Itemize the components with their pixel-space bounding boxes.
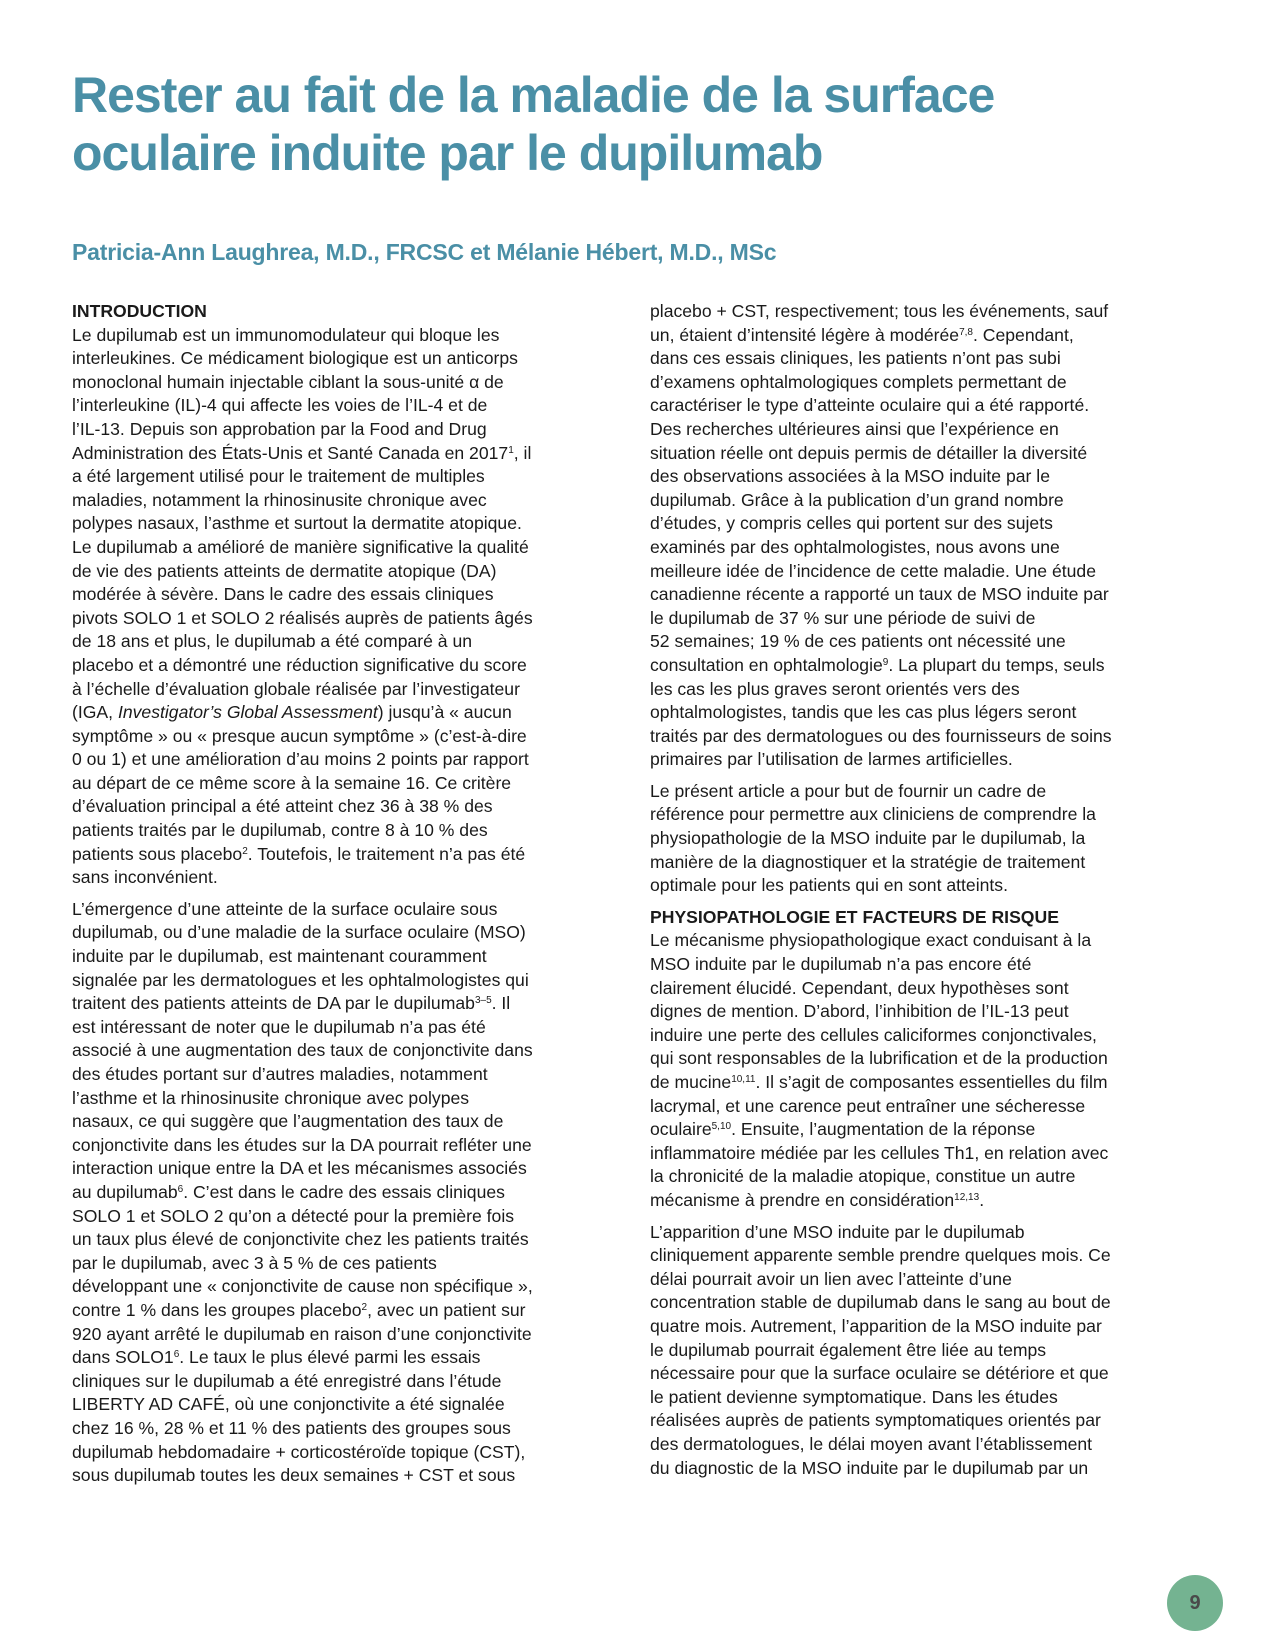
text-line [650, 1095, 1190, 1119]
text-line [72, 1417, 612, 1441]
text-line [72, 512, 612, 536]
text-line [650, 560, 1190, 584]
text-run: d’évaluation principal a été atteint chez 36 à 38 % des [72, 796, 493, 817]
text-run: SOLO 1 et SOLO 2 qu’on a détecté pour la première fois [72, 1205, 515, 1226]
text-run: ) jusqu’à « aucun [377, 702, 512, 723]
text-line [650, 1244, 1190, 1268]
text-line [72, 583, 612, 607]
text-line [650, 654, 1190, 678]
text-line [72, 1205, 612, 1229]
text-line [72, 1134, 612, 1158]
text-line [72, 1039, 612, 1063]
text-line [72, 1393, 612, 1417]
text-line [72, 1464, 612, 1488]
text-run: cliniquement apparente semble prendre quelques mois. Ce [650, 1245, 1111, 1266]
section-heading [650, 906, 1190, 930]
text-run: d’examens ophtalmologiques complets permettant de [650, 371, 1067, 392]
italic-run: Investigator’s Global Assessment [117, 702, 378, 723]
text-run: caractériser le type d’atteinte oculaire qui a été rapporté. [650, 395, 1090, 416]
text-run: traités par des dermatologues ou des fournisseurs de soins [650, 725, 1112, 746]
text-line [72, 1087, 612, 1111]
text-line [72, 1110, 612, 1134]
text-run: sous dupilumab toutes les deux semaines + CST et sous [72, 1465, 516, 1486]
text-run: primaires par l’utilisation de larmes artificielles. [650, 749, 1013, 770]
text-run: à l’échelle d’évaluation globale réalisée par l’investigateur [72, 678, 520, 699]
text-line [650, 465, 1190, 489]
text-line [650, 536, 1190, 560]
text-line [72, 324, 612, 348]
page-number: 9 [1189, 1591, 1201, 1614]
text-run: interaction unique entre la DA et les mécanismes associés [72, 1158, 527, 1179]
text-run: l’asthme et la rhinosinusite chronique avec polypes [72, 1087, 470, 1108]
text-line [72, 489, 612, 513]
reference-superscript: 3–5 [474, 995, 492, 1007]
reference-superscript: 12,13 [954, 1191, 980, 1203]
text-run: L’émergence d’une atteinte de la surface oculaire sous [72, 898, 498, 919]
text-run: qui sont responsables de la lubrification et de la production [650, 1048, 1108, 1069]
text-run: un taux plus élevé de conjonctivite chez les patients traités [72, 1229, 529, 1250]
text-run: contre 1 % dans les groupes placebo [72, 1299, 362, 1320]
text-line [72, 1275, 612, 1299]
text-run: délai pourrait avoir un lien avec l’atteinte d’une [650, 1268, 1012, 1289]
text-run: induire une perte des cellules caliciformes conjonctivales, [650, 1024, 1097, 1045]
text-run: cliniques sur le dupilumab a été enregistré dans l’étude [72, 1370, 502, 1391]
text-run: dans ces essais cliniques, les patients n’ont pas subi [650, 348, 1061, 369]
text-run: MSO induite par le dupilumab n’a pas encore été [650, 954, 1032, 975]
text-run: dupilumab hebdomadaire + corticostéroïde topique (CST), [72, 1441, 526, 1462]
text-run: l’interleukine (IL)-4 qui affecte les voies de l’IL-4 et de [72, 395, 488, 416]
text-run: . La plupart du temps, seuls [888, 654, 1105, 675]
text-line [650, 977, 1190, 1001]
text-line [72, 394, 612, 418]
text-line [72, 678, 612, 702]
text-run: conjonctivite dans les études sur la DA pourrait refléter une [72, 1134, 532, 1155]
text-run: chez 16 %, 28 % et 11 % des patients des groupes sous [72, 1417, 511, 1438]
text-run: référence pour permettre aux cliniciens de comprendre la [650, 804, 1096, 825]
reference-superscript: 2 [242, 845, 248, 857]
text-line [72, 1346, 612, 1370]
text-line [650, 1268, 1190, 1292]
paragraph-gap [650, 898, 1190, 906]
text-run: sans inconvénient. [72, 867, 218, 888]
text-line [72, 371, 612, 395]
text-run: Le mécanisme physiopathologique exact conduisant à la [650, 930, 1092, 951]
text-run: le dupilumab de 37 % sur une période de suivi de [650, 607, 1036, 628]
text-line [650, 324, 1190, 348]
text-run: au départ de ce même score à la semaine 16. Ce critère [72, 772, 512, 793]
reference-superscript: 9 [882, 656, 889, 668]
text-run: Le présent article a pour but de fournir un cadre de [650, 780, 1047, 801]
right-column [650, 300, 1190, 1480]
text-run: développant une « conjonctivite de cause non spécifique », [72, 1276, 533, 1297]
text-line [72, 1157, 612, 1181]
text-run: du diagnostic de la MSO induite par le dupilumab par un [650, 1457, 1089, 1478]
text-run: de 18 ans et plus, le dupilumab a été comparé à un [72, 631, 473, 652]
text-run: nécessaire pour que la surface oculaire se détériore et que [650, 1363, 1109, 1384]
text-line [650, 1291, 1190, 1315]
text-run: des études portant sur d’autres maladies, notamment [72, 1064, 488, 1084]
text-run: mécanisme à prendre en considération [650, 1189, 955, 1210]
text-line [650, 1386, 1190, 1410]
text-run: des observations associées à la MSO induite par le [650, 466, 1050, 487]
reference-superscript: 6 [177, 1183, 184, 1195]
text-line [650, 607, 1190, 631]
text-run: de mucine [650, 1072, 732, 1092]
article-authors: Patricia-Ann Laughrea, M.D., FRCSC et Mélanie Hébert, M.D., MSc [72, 239, 777, 265]
text-run: symptôme » ou « presque aucun symptôme » (c’est-à-dire [72, 725, 527, 746]
text-run: lacrymal, et une carence peut entraîner une sécheresse [650, 1095, 1086, 1116]
text-run: PHYSIOPATHOLOGIE ET FACTEURS DE RISQUE [650, 906, 1059, 927]
text-run: réalisées auprès de patients symptomatiques orientés par [650, 1410, 1101, 1431]
text-run: maladies, notamment la rhinosinusite chronique avec [72, 489, 487, 510]
text-run: des dermatologues, le délai moyen avant l’établissement [650, 1433, 1093, 1454]
text-run: dupilumab, ou d’une maladie de la surface oculaire (MSO) [72, 922, 526, 943]
text-line [72, 843, 612, 867]
reference-superscript: 1 [508, 444, 514, 456]
text-run: placebo et a démontré une réduction significative du score [72, 654, 527, 675]
text-line [650, 1221, 1190, 1245]
text-run: 0 ou 1) et une amélioration d’au moins 2 points par rapport [72, 749, 529, 770]
text-line [72, 607, 612, 631]
text-line [650, 1142, 1190, 1166]
text-line [650, 1362, 1190, 1386]
text-run: . [979, 1189, 985, 1210]
text-line [72, 536, 612, 560]
text-run: Le dupilumab a amélioré de manière significative la qualité [72, 536, 529, 557]
text-line [650, 394, 1190, 418]
text-run: les cas les plus graves seront orientés vers des [650, 678, 1020, 699]
text-line [72, 795, 612, 819]
text-run: le patient devienne symptomatique. Dans les études [650, 1386, 1058, 1407]
text-line [72, 1016, 612, 1040]
text-line [650, 929, 1190, 953]
text-run: modérée à sévère. Dans le cadre des essais cliniques [72, 584, 494, 605]
text-line [72, 819, 612, 843]
text-line [72, 898, 612, 922]
text-line [650, 300, 1190, 324]
text-run: . C’est dans le cadre des essais cliniques [183, 1181, 505, 1202]
reference-superscript: 2 [361, 1301, 368, 1313]
text-line [72, 1299, 612, 1323]
text-line [72, 1441, 612, 1465]
text-line [72, 442, 612, 466]
text-run: Le dupilumab est un immunomodulateur qui bloque les [72, 324, 500, 345]
text-run: ophtalmologistes, tandis que les cas plus légers seront [650, 702, 1077, 723]
text-line [650, 347, 1190, 371]
text-run: . Il [491, 993, 511, 1014]
text-run: oculaire [650, 1119, 712, 1140]
text-line [650, 725, 1190, 749]
text-run: Administration des États-Unis et Santé Canada en 2017 [72, 442, 509, 463]
text-line [650, 1165, 1190, 1189]
text-run: d’études, y compris celles qui portent sur des sujets [650, 513, 1053, 534]
text-line [72, 1370, 612, 1394]
text-line [72, 1323, 612, 1347]
reference-superscript: 7,8 [959, 326, 973, 338]
text-line [72, 418, 612, 442]
text-run: dignes de mention. D’abord, l’inhibition de l’IL-13 peut [650, 1001, 1069, 1022]
text-run: signalée par les dermatologues et les ophtalmologistes qui [72, 969, 529, 990]
text-line [650, 678, 1190, 702]
text-run: un, étaient d’intensité légère à modérée [650, 324, 960, 345]
text-line [72, 701, 612, 725]
text-run: situation réelle ont depuis permis de détailler la diversité [650, 442, 1088, 463]
text-run: est intéressant de noter que le dupilumab n’a pas été [72, 1016, 486, 1037]
text-line [650, 851, 1190, 875]
text-run: 52 semaines; 19 % de ces patients ont nécessité une [650, 631, 1066, 652]
text-run: de vie des patients atteints de dermatite atopique (DA) [72, 560, 497, 581]
text-run: physiopathologie de la MSO induite par le dupilumab, la [650, 828, 1086, 849]
text-line [650, 1409, 1190, 1433]
section-heading [72, 300, 612, 324]
text-line [650, 1047, 1190, 1071]
text-run: la chronicité de la maladie atopique, constitue un autre [650, 1166, 1076, 1187]
text-line [650, 953, 1190, 977]
text-line [650, 780, 1190, 804]
text-run: INTRODUCTION [72, 301, 207, 321]
text-run: , il [513, 442, 532, 463]
text-run: placebo + CST, respectivement; tous les événements, sauf [650, 301, 1109, 321]
reference-superscript: 5,10 [711, 1121, 732, 1133]
left-column [72, 300, 612, 1488]
text-line [650, 630, 1190, 654]
text-run: examinés par des ophtalmologistes, nous avons une [650, 536, 1060, 557]
text-run: l’IL-13. Depuis son approbation par la Food and Drug [72, 418, 487, 439]
text-run: . Toutefois, le traitement n’a pas été [247, 843, 526, 864]
text-run: patients traités par le dupilumab, contre 8 à 10 % des [72, 820, 488, 841]
text-line [72, 654, 612, 678]
text-line [650, 1000, 1190, 1024]
text-line [72, 1228, 612, 1252]
paragraph-gap [72, 890, 612, 898]
text-run: interleukines. Ce médicament biologique est un anticorps [72, 348, 518, 369]
text-line [72, 992, 612, 1016]
text-run: associé à une augmentation des taux de conjonctivite dans [72, 1040, 533, 1061]
text-line [72, 347, 612, 371]
text-line [72, 725, 612, 749]
text-run: canadienne récente a rapporté un taux de MSO induite par [650, 584, 1109, 605]
text-line [650, 418, 1190, 442]
text-line [650, 1189, 1190, 1213]
text-line [650, 827, 1190, 851]
text-line [650, 1457, 1190, 1481]
article-title-line-2: oculaire induite par le dupilumab [72, 125, 823, 181]
reference-superscript: 10,11 [731, 1074, 756, 1085]
text-run: dans SOLO1 [72, 1347, 174, 1368]
text-run: inflammatoire médiée par les cellules Th1, en relation avec [650, 1142, 1109, 1163]
page-number-badge [1167, 1575, 1223, 1631]
text-line [72, 1252, 612, 1276]
text-run: induite par le dupilumab, est maintenant couramment [72, 946, 487, 967]
text-run: meilleure idée de l’incidence de cette maladie. Une étude [650, 560, 1096, 581]
text-line [72, 1181, 612, 1205]
text-line [650, 1315, 1190, 1339]
text-run: manière de la diagnostiquer et la stratégie de traitement [650, 851, 1086, 872]
text-line [650, 1071, 1190, 1095]
text-run: par le dupilumab, avec 3 à 5 % de ces patients [72, 1252, 437, 1273]
text-line [650, 489, 1190, 513]
article-title [72, 66, 1212, 182]
text-line [650, 1118, 1190, 1142]
text-run: patients sous placebo [72, 843, 243, 864]
text-run: polypes nasaux, l’asthme et surtout la dermatite atopique. [72, 513, 522, 534]
text-line [72, 945, 612, 969]
text-line [72, 1063, 612, 1087]
paragraph-gap [650, 772, 1190, 780]
text-run: nasaux, ce qui suggère que l’augmentation des taux de [72, 1111, 504, 1132]
text-run: pivots SOLO 1 et SOLO 2 réalisés auprès de patients âgés [72, 607, 533, 628]
text-run: monoclonal humain injectable ciblant la sous-unité α de [72, 371, 504, 392]
text-run: optimale pour les patients qui en sont atteints. [650, 875, 1008, 896]
text-line [72, 969, 612, 993]
text-line [72, 465, 612, 489]
text-run: a été largement utilisé pour le traitement de multiples [72, 466, 485, 487]
text-run: clairement élucidé. Cependant, deux hypothèses sont [650, 977, 1069, 998]
text-line [650, 1339, 1190, 1363]
text-run: Des recherches ultérieures ainsi que l’expérience en [650, 418, 1059, 439]
text-run: . Ensuite, l’augmentation de la réponse [731, 1119, 1036, 1140]
text-run: consultation en ophtalmologie [650, 654, 883, 675]
text-line [650, 442, 1190, 466]
text-line [650, 874, 1190, 898]
text-run: traitent des patients atteints de DA par le dupilumab [72, 993, 475, 1014]
text-run: , avec un patient sur [367, 1299, 526, 1320]
text-line [650, 512, 1190, 536]
text-run: au dupilumab [72, 1181, 178, 1202]
article-title-line-1: Rester au fait de la maladie de la surface [72, 67, 995, 123]
paragraph-gap [650, 1213, 1190, 1221]
text-line [72, 630, 612, 654]
text-run: (IGA, [72, 702, 118, 723]
text-line [650, 748, 1190, 772]
text-line [650, 1433, 1190, 1457]
text-line [650, 583, 1190, 607]
text-run: 920 ayant arrêté le dupilumab en raison d’une conjonctivite [72, 1323, 532, 1344]
text-run: . Le taux le plus élevé parmi les essais [179, 1347, 481, 1368]
text-line [650, 1024, 1190, 1048]
text-run: concentration stable de dupilumab dans le sang au bout de [650, 1292, 1111, 1313]
text-run: LIBERTY AD CAFÉ, où une conjonctivite a été signalée [72, 1394, 505, 1415]
reference-superscript: 6 [173, 1349, 180, 1361]
text-line [72, 772, 612, 796]
text-line [72, 560, 612, 584]
text-run: dupilumab. Grâce à la publication d’un grand nombre [650, 489, 1064, 510]
text-run: . Il s’agit de composantes essentielles du film [755, 1072, 1108, 1092]
text-run: L’apparition d’une MSO induite par le dupilumab [650, 1221, 1025, 1242]
text-run: quatre mois. Autrement, l’apparition de la MSO induite par [650, 1315, 1102, 1336]
text-line [650, 701, 1190, 725]
text-line [650, 803, 1190, 827]
text-line [650, 371, 1190, 395]
text-run: le dupilumab pourrait également être liée au temps [650, 1339, 1047, 1360]
text-line [72, 866, 612, 890]
text-line [72, 748, 612, 772]
text-line [72, 921, 612, 945]
text-run: . Cependant, [972, 324, 1074, 345]
